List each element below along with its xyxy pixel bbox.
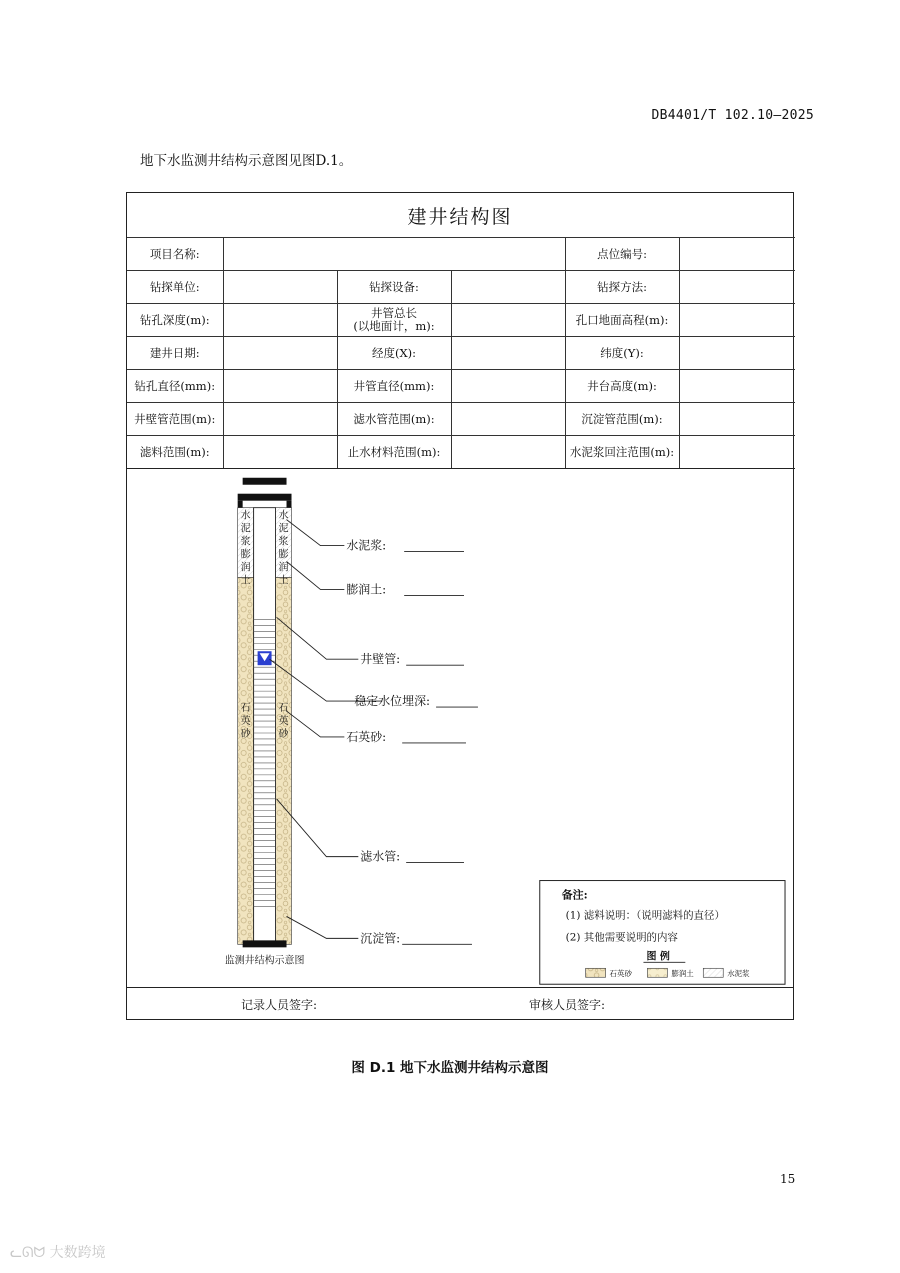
- label-cell: 井壁管范围(m):: [127, 403, 223, 436]
- legend-label-quartz-sand: 石英砂: [609, 969, 632, 979]
- value-cell[interactable]: [451, 337, 565, 370]
- well-label-char: 石: [278, 703, 289, 715]
- well-label-char: 砂: [278, 728, 289, 740]
- legend-title: 图 例: [646, 951, 670, 963]
- note-item-1: (1) 滤料说明：（说明滤料的直径）: [565, 909, 725, 922]
- label-cell: 钻探单位:: [127, 271, 223, 304]
- callout-bentonite: 膨润土:: [346, 582, 387, 597]
- label-cell: 沉淀管范围(m):: [565, 403, 679, 436]
- value-cell[interactable]: [679, 304, 795, 337]
- label-cell: 滤水管范围(m):: [337, 403, 451, 436]
- table-row: [127, 238, 795, 271]
- standard-code: DB4401/T 102.10—2025: [651, 108, 814, 123]
- legend-label-bentonite: 膨润土: [671, 969, 694, 979]
- sand-zone-left: [238, 577, 254, 944]
- table-row: [127, 436, 795, 469]
- well-cap: [243, 478, 287, 485]
- well-platform-cap: [238, 494, 292, 501]
- watermark: [10, 1242, 106, 1262]
- value-cell[interactable]: [223, 271, 337, 304]
- label-cell: 点位编号:: [565, 238, 679, 271]
- diagram-caption: 监测井结构示意图: [224, 955, 305, 967]
- label-cell: 孔口地面高程(m):: [565, 304, 679, 337]
- value-cell[interactable]: [451, 403, 565, 436]
- well-label-char: 英: [278, 716, 289, 728]
- well-label-char: 膨: [278, 549, 289, 561]
- value-cell[interactable]: [679, 238, 795, 271]
- table-row: [127, 304, 795, 337]
- callout-water-level: 稳定水位埋深:: [354, 694, 431, 709]
- value-cell[interactable]: [223, 238, 565, 271]
- label-cell: 钻探方法:: [565, 271, 679, 304]
- value-cell[interactable]: [679, 370, 795, 403]
- label-cell: 井管直径(mm):: [337, 370, 451, 403]
- value-cell[interactable]: [223, 403, 337, 436]
- table-row: [127, 337, 795, 370]
- well-diagram: [127, 469, 793, 989]
- callout-casing: 井壁管:: [360, 652, 401, 667]
- notes-heading: 备注:: [561, 888, 588, 902]
- label-cell: 滤料范围(m):: [127, 436, 223, 469]
- legend-swatch-bentonite: [647, 968, 667, 977]
- value-cell[interactable]: [223, 436, 337, 469]
- value-cell[interactable]: [679, 403, 795, 436]
- well-label-char: 土: [240, 575, 251, 587]
- callout-sediment-pipe: 沉淀管:: [360, 931, 401, 946]
- value-cell[interactable]: [451, 271, 565, 304]
- well-label-char: 润: [240, 562, 251, 574]
- legend-label-cement: 水泥浆: [727, 969, 750, 979]
- note-item-2: (2) 其他需要说明的内容: [565, 931, 678, 944]
- form-title: 建井结构图: [127, 193, 793, 238]
- cap-flange-left: [238, 501, 243, 508]
- legend-swatch-cement: [703, 968, 723, 977]
- cap-flange-right: [287, 501, 292, 508]
- well-label-char: 砂: [240, 728, 251, 740]
- table-row: [127, 370, 795, 403]
- label-cell: 建井日期:: [127, 337, 223, 370]
- label-cell: 钻孔深度(m):: [127, 304, 223, 337]
- callout-cement: 水泥浆:: [346, 538, 387, 553]
- watermark-text: 大数跨境: [49, 1245, 106, 1261]
- value-cell[interactable]: [679, 337, 795, 370]
- value-cell[interactable]: [223, 337, 337, 370]
- well-label-char: 英: [240, 716, 251, 728]
- legend-swatch-quartz-sand: [586, 968, 606, 977]
- value-cell[interactable]: [451, 304, 565, 337]
- well-label-char: 膨: [240, 549, 251, 561]
- table-row: [127, 403, 795, 436]
- well-label-char: 石: [240, 703, 251, 715]
- value-cell[interactable]: [679, 436, 795, 469]
- well-casing: [254, 508, 276, 945]
- well-label-char: 泥: [278, 523, 289, 535]
- table-row: [127, 271, 795, 304]
- well-structure-form: [126, 192, 794, 1020]
- reviewer-signature-label: 审核人员签字:: [529, 998, 606, 1012]
- recorder-signature-label: 记录人员签字:: [241, 998, 318, 1012]
- sand-zone-right: [276, 577, 292, 944]
- well-label-char: 土: [278, 575, 289, 587]
- value-cell[interactable]: [451, 436, 565, 469]
- well-label-char: 浆: [240, 536, 251, 548]
- value-cell[interactable]: [679, 271, 795, 304]
- figure-caption: 图 D.1 地下水监测井结构示意图: [351, 1060, 549, 1076]
- label-cell: 钻孔直径(mm):: [127, 370, 223, 403]
- label-cell: 水泥浆回注范围(m):: [565, 436, 679, 469]
- value-cell[interactable]: [223, 370, 337, 403]
- well-label-char: 润: [278, 562, 289, 574]
- value-cell[interactable]: [223, 304, 337, 337]
- page-number: 15: [780, 1172, 796, 1186]
- label-cell: 井台高度(m):: [565, 370, 679, 403]
- well-label-char: 水: [278, 510, 289, 522]
- intro-text: 地下水监测井结构示意图见图D.1。: [140, 153, 353, 169]
- label-cell: 止水材料范围(m):: [337, 436, 451, 469]
- callout-blanks: [402, 552, 478, 945]
- signature-row: [127, 987, 793, 1019]
- well-label-char: 水: [240, 510, 251, 522]
- well-label-char: 浆: [278, 536, 289, 548]
- label-cell: 经度(X):: [337, 337, 451, 370]
- label-cell: 井管总长 (以地面计，m):: [337, 304, 451, 337]
- label-cell: 钻探设备:: [337, 271, 451, 304]
- callout-quartz-sand: 石英砂:: [346, 729, 387, 744]
- well-label-char: 泥: [240, 523, 251, 535]
- well-bottom-cap: [243, 940, 287, 947]
- value-cell[interactable]: [451, 370, 565, 403]
- label-cell: 纬度(Y):: [565, 337, 679, 370]
- label-cell: 项目名称:: [127, 238, 223, 271]
- callout-filter-pipe: 滤水管:: [360, 849, 401, 864]
- watermark-logo-icon: ᓚᘏᗢ: [10, 1245, 46, 1261]
- info-table: [127, 237, 795, 469]
